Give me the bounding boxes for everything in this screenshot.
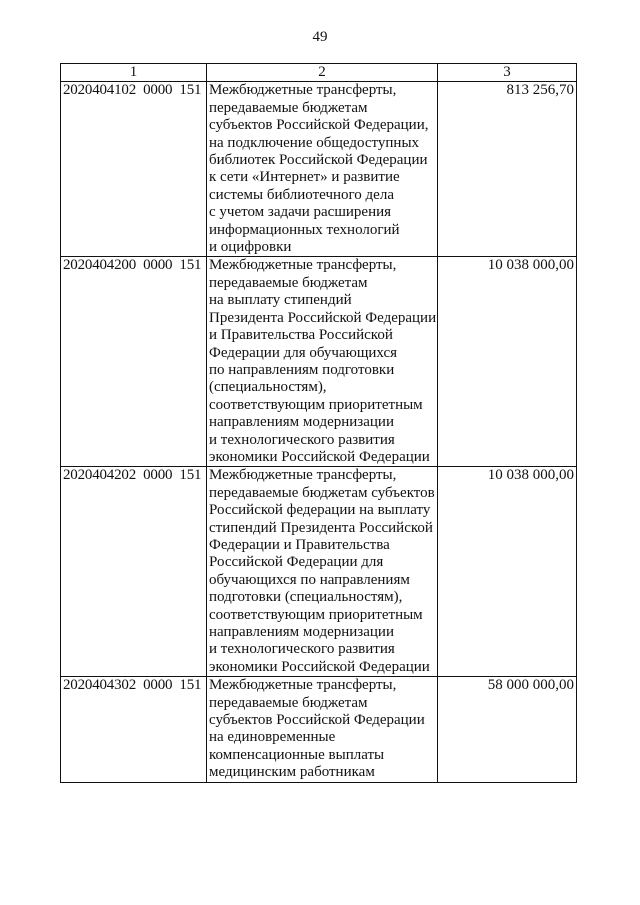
description-line: на подключение общедоступных (209, 134, 420, 151)
budget-table (60, 63, 577, 783)
amount-value: 10 038 000,00 (438, 467, 577, 677)
description-line: экономики Российской Федерации (209, 448, 430, 465)
description-line: Российской федерации на выплату (209, 502, 431, 519)
row-description (207, 467, 438, 677)
description-line: направлениям модернизации (209, 414, 394, 431)
description-line: субъектов Российской Федерации (209, 712, 425, 729)
description-line: подготовки (специальностям), (209, 589, 403, 606)
description-line: к сети «Интернет» и развитие (209, 169, 400, 186)
budget-code: 2020404202 0000 151 (61, 467, 207, 677)
description-line: экономики Российской Федерации (209, 658, 430, 675)
description-line: с учетом задачи расширения (209, 204, 392, 221)
description-line: передаваемые бюджетам (209, 694, 368, 711)
description-line: стипендий Президента Российской (209, 519, 433, 536)
description-line: и Правительства Российской (209, 327, 393, 344)
column-header-3: 3 (438, 64, 577, 82)
description-line: Межбюджетные трансферты, (209, 677, 397, 694)
description-line: Федерации и Правительства (209, 536, 390, 553)
description-line: на выплату стипендий (209, 292, 352, 309)
budget-code: 2020404302 0000 151 (61, 677, 207, 782)
description-line: медицинским работникам (209, 764, 375, 781)
description-line: и оцифровки (209, 239, 292, 256)
description-line: соответствующим приоритетным (209, 396, 423, 413)
description-line: передаваемые бюджетам (209, 99, 368, 116)
amount-value: 813 256,70 (438, 82, 577, 257)
description-line: Федерации для обучающихся (209, 344, 398, 361)
description-line: Президента Российской Федерации (209, 309, 437, 326)
description-line: по направлениям подготовки (209, 361, 395, 378)
amount-value: 58 000 000,00 (438, 677, 577, 782)
table-row (61, 677, 577, 782)
budget-code: 2020404200 0000 151 (61, 257, 207, 467)
amount-value: 10 038 000,00 (438, 257, 577, 467)
page-number: 49 (312, 29, 328, 45)
description-line: системы библиотечного дела (209, 186, 394, 203)
description-line: передаваемые бюджетам (209, 274, 368, 291)
column-header-2: 2 (207, 64, 438, 82)
table-row (61, 82, 577, 257)
description-line: передаваемые бюджетам субъектов (209, 484, 435, 501)
description-line: субъектов Российской Федерации, (209, 117, 429, 134)
description-line: и технологического развития (209, 641, 395, 658)
description-line: и технологического развития (209, 431, 395, 448)
description-line: на единовременные (209, 729, 336, 746)
column-header-1: 1 (61, 64, 207, 82)
description-line: (специальностям), (209, 379, 327, 396)
table-row (61, 257, 577, 467)
description-line: библиотек Российской Федерации (209, 152, 428, 169)
description-line: Российской Федерации для (209, 554, 384, 571)
description-line: соответствующим приоритетным (209, 606, 423, 623)
description-line: Межбюджетные трансферты, (209, 82, 397, 99)
description-line: компенсационные выплаты (209, 746, 385, 763)
description-line: обучающихся по направлениям (209, 571, 410, 588)
table-header-row (61, 64, 577, 82)
row-description (207, 257, 438, 467)
row-description (207, 82, 438, 257)
budget-code: 2020404102 0000 151 (61, 82, 207, 257)
description-line: Межбюджетные трансферты, (209, 257, 397, 274)
table-row (61, 467, 577, 677)
row-description (207, 677, 438, 782)
description-line: информационных технологий (209, 221, 400, 238)
description-line: Межбюджетные трансферты, (209, 467, 397, 484)
description-line: направлениям модернизации (209, 624, 394, 640)
